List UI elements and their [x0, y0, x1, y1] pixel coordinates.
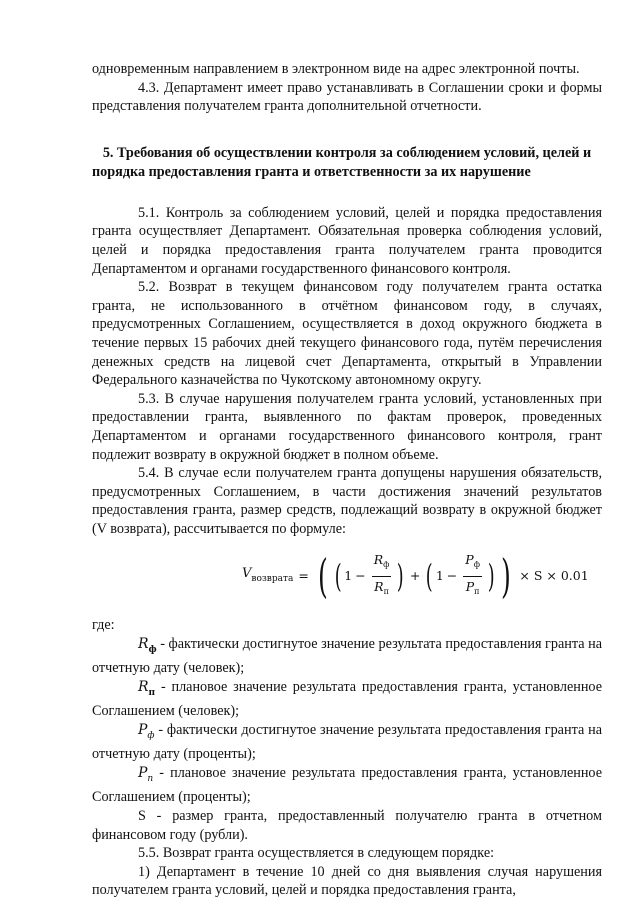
definition-r-p: $R_п$ - плановое значение результата предоставления гранта, установленное Соглашением (человек); [92, 679, 602, 720]
formula-v: $V_{возврата}$ [242, 565, 294, 584]
definitions-list [92, 635, 602, 844]
paragraph-continuation: одновременным направлением в электронном виде на адрес электронной почты. [92, 61, 580, 77]
paragraph-5-4: 5.4. В случае если получателем гранта допущены нарушения обязательств, предусмотренных Соглашением, в части достижения значений результатов предоставления гранта, размер средств, подлежащий возврату в окружной бюджет (V возврата), рассчитывается по формуле: [92, 465, 602, 537]
formula-fraction-p: $\frac{P_ф}{P_п}$ [465, 552, 480, 596]
section-5-heading: 5. Требования об осуществлении контроля за соблюдением условий, целей и порядка предоставления гранта и ответственности за их нарушение [92, 144, 592, 180]
formula-paren-close-2: ) [487, 557, 495, 596]
paragraph-5-5: 5.5. Возврат гранта осуществляется в следующем порядке: [138, 845, 495, 862]
formula-plus: + [409, 568, 421, 584]
definition-p-p: $P_п$ - плановое значение результата предоставления гранта, установленное Соглашением (проценты); [92, 765, 602, 806]
formula-one-2: 1 [435, 568, 444, 584]
formula-outer-paren-open: ( [317, 549, 328, 604]
paragraph-5-5-1: 1) Департамент в течение 10 дней со дня выявления случая нарушения получателем гранта условий, целей и порядка предоставления гранта, [92, 863, 602, 899]
definition-s: S - размер гранта, предоставленный получателю гранта в отчетном финансовом году (рубли). [92, 808, 602, 843]
paragraph-5-3: 5.3. В случае нарушения получателем гранта условий, установленных при предоставлении гранта, выявленного по фактам проверок, проведенных Департаментом и органами государственного финансового контроля, грант подлежит возврату в окружной бюджет в полном объеме. [92, 390, 602, 463]
formula-minus-2: − [446, 568, 458, 584]
formula-one: 1 [344, 568, 353, 584]
formula-paren-close: ) [397, 557, 405, 596]
formula-paren-open-2: ( [426, 557, 434, 596]
paragraph-4-3: 4.3. Департамент имеет право устанавливать в Соглашении сроки и формы представления получателем гранта дополнительной отчетности. [92, 79, 602, 115]
definition-r-f: $R_ф$ - фактически достигнутое значение результата предоставления гранта на отчетную дату (человек); [92, 636, 602, 677]
paragraph-5-1: 5.1. Контроль за соблюдением условий, целей и порядка предоставления гранта осуществляет Департамент. Обязательная проверка соблюдения условий, целей и порядка предоставления гранта получателем гранта проводится Департаментом и органами государственного финансового контроля. [92, 204, 602, 277]
where-label: где: [92, 617, 115, 634]
formula-fraction-r: $\frac{R_ф}{R_п}$ [373, 552, 390, 596]
formula-tail: × S × 0.01 [519, 568, 589, 584]
definition-p-f: $P_ф$ - фактически достигнутое значение результата предоставления гранта на отчетную дату (проценты); [92, 722, 602, 763]
paragraph-5-2: 5.2. Возврат в текущем финансовом году получателем гранта остатка гранта, не использованного в отчётном финансовом году, в случаях, предусмотренных Соглашением, осуществляется в доход окружного бюджета в течение первых 15 рабочих дней текущего финансового года, путём перечисления денежных средств на лицевой счет Департамента, открытый в Управлении Федерального казначейства по Чукотскому автономному округу. [92, 279, 602, 389]
formula-minus: − [355, 568, 366, 584]
refund-formula [92, 548, 602, 604]
formula-paren-open: ( [334, 557, 342, 596]
formula-outer-paren-close: ) [501, 549, 512, 604]
document-page [92, 60, 602, 900]
formula-equals: = [298, 568, 309, 584]
